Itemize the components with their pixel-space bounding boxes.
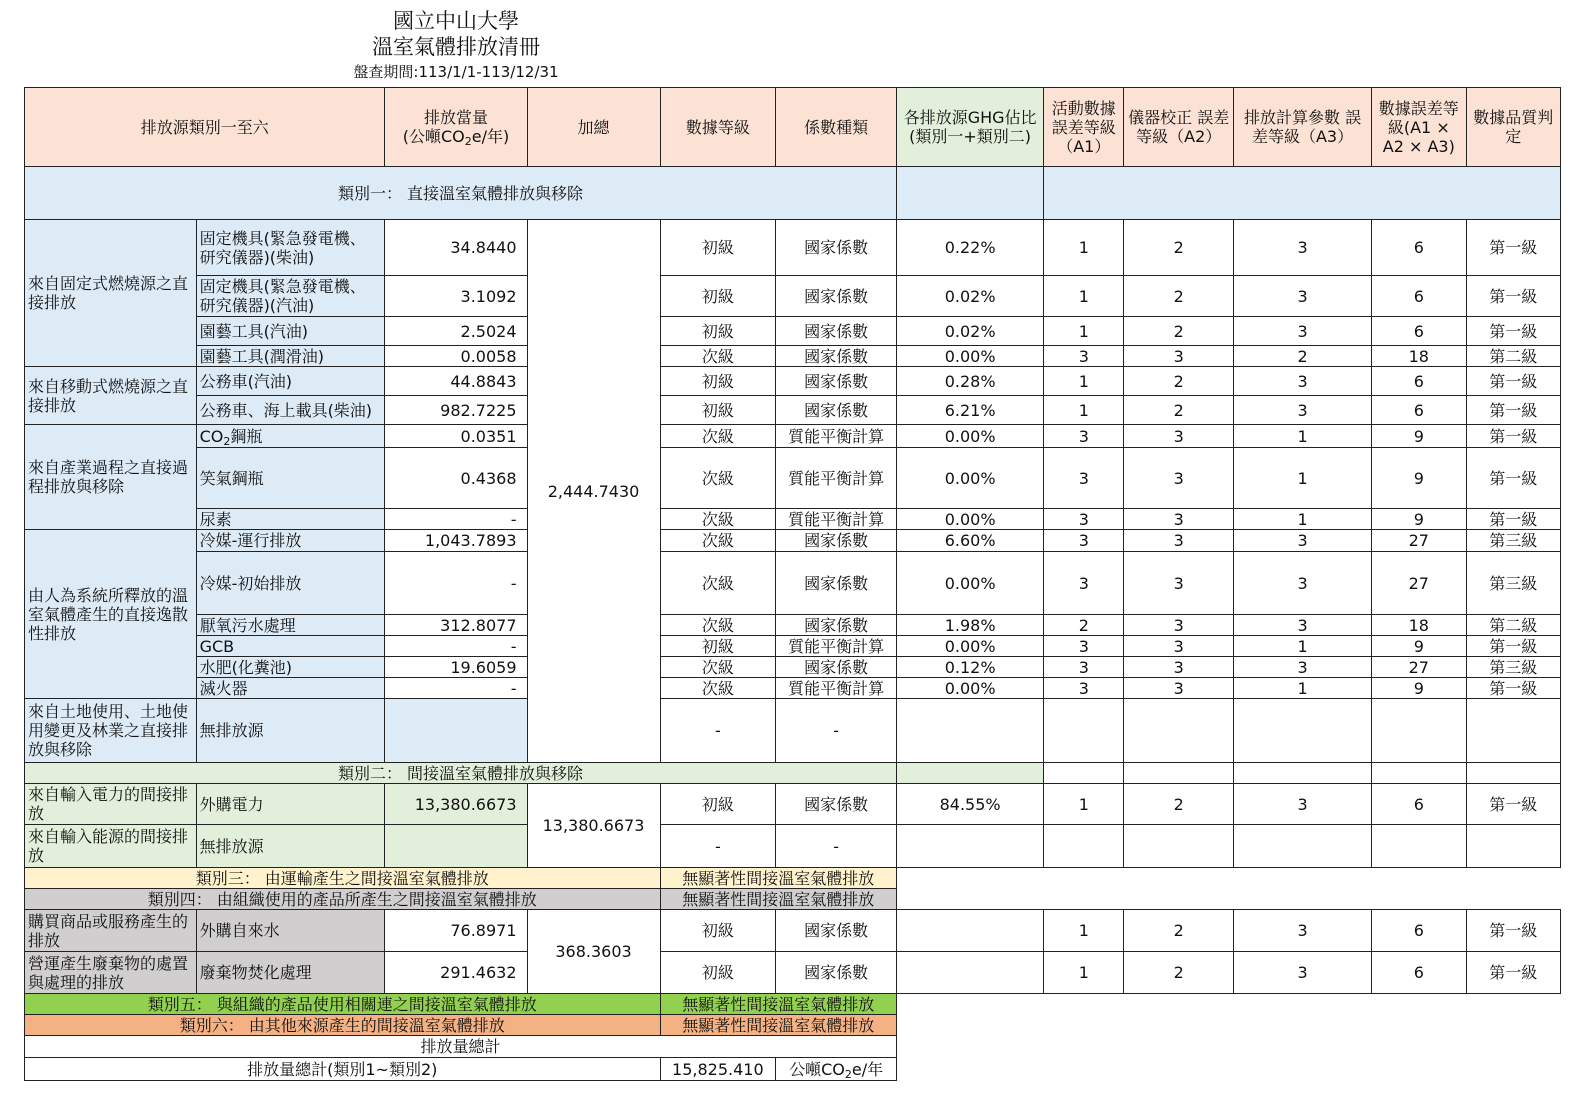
a2-cell: 3: [1124, 530, 1234, 552]
source-cell: 冷媒-運行排放: [196, 530, 385, 552]
total-blank: [897, 1036, 1561, 1058]
share-cell: 0.02%: [897, 317, 1044, 346]
quality-cell: [1466, 699, 1561, 763]
a2-cell: 2: [1124, 910, 1234, 952]
source-cell: GCB: [196, 636, 385, 657]
err-cell: 6: [1372, 220, 1466, 276]
coef-cell: 國家係數: [776, 552, 897, 615]
a3-cell: 1: [1234, 678, 1372, 699]
grade-cell: 初級: [660, 952, 776, 994]
emission-cell: 982.7225: [385, 396, 527, 425]
a3-cell: 3: [1234, 220, 1372, 276]
a1-cell: 1: [1044, 910, 1124, 952]
source-cell: 固定機具(緊急發電機、研究儀器)(汽油): [196, 276, 385, 317]
share-cell: 6.60%: [897, 530, 1044, 552]
group-label: 營運產生廢棄物的處置與處理的排放: [25, 952, 197, 994]
source-cell: 園藝工具(汽油): [196, 317, 385, 346]
emission-cell: 3.1092: [385, 276, 527, 317]
a1-cell: 3: [1044, 657, 1124, 678]
grade-cell: 初級: [660, 636, 776, 657]
hdr-data-grade: 數據等級: [660, 88, 776, 167]
a2-cell: 2: [1124, 367, 1234, 396]
school-name: 國立中山大學: [393, 9, 519, 33]
err-cell: [1372, 825, 1466, 868]
coef-cell: 質能平衡計算: [776, 636, 897, 657]
err-cell: 6: [1372, 784, 1466, 825]
a3-cell: 1: [1234, 448, 1372, 509]
group-label: 由人為系統所釋放的溫室氣體產生的直接逸散性排放: [25, 530, 197, 699]
table-row: [25, 699, 1561, 763]
source-cell: 外購自來水: [196, 910, 385, 952]
source-cell: 尿素: [196, 509, 385, 530]
grade-cell: 初級: [660, 784, 776, 825]
share-cell: 0.00%: [897, 678, 1044, 699]
total-unit-a: 公噸CO: [789, 1059, 845, 1079]
cat4-sum: 368.3603: [527, 910, 660, 994]
group-label: 來自輸入電力的間接排放: [25, 784, 197, 825]
cat3-band: [25, 868, 1561, 889]
a3-cell: 3: [1234, 952, 1372, 994]
grade-cell: 次級: [660, 615, 776, 636]
coef-cell: 國家係數: [776, 220, 897, 276]
cat2-band-cell: [1466, 763, 1561, 784]
coef-cell: 質能平衡計算: [776, 448, 897, 509]
quality-cell: 第三級: [1466, 552, 1561, 615]
share-cell: [897, 699, 1044, 763]
a1-cell: 1: [1044, 396, 1124, 425]
hdr-emission: [385, 88, 527, 167]
cat4-title: 類別四： 由組織使用的產品所產生之間接溫室氣體排放: [25, 889, 661, 910]
coef-cell: -: [776, 825, 897, 868]
a3-cell: 3: [1234, 615, 1372, 636]
total-value: 15,825.410: [660, 1058, 776, 1081]
quality-cell: 第二級: [1466, 615, 1561, 636]
total-unit: [776, 1058, 897, 1081]
emission-cell: -: [385, 552, 527, 615]
a1-cell: [1044, 699, 1124, 763]
share-cell: 0.00%: [897, 636, 1044, 657]
cat5-band: [25, 994, 1561, 1015]
grade-cell: 次級: [660, 509, 776, 530]
grade-cell: -: [660, 699, 776, 763]
cat5-blank: [897, 994, 1561, 1015]
hdr-sum: 加總: [527, 88, 660, 167]
source-cell: 滅火器: [196, 678, 385, 699]
group-label: 來自固定式燃燒源之直接排放: [25, 220, 197, 367]
total-unit-sub: 2: [844, 1067, 852, 1081]
a3-cell: 3: [1234, 530, 1372, 552]
share-cell: 0.02%: [897, 276, 1044, 317]
table-row: [25, 346, 1561, 367]
share-cell: 0.00%: [897, 552, 1044, 615]
table-row: [25, 615, 1561, 636]
a1-cell: 3: [1044, 425, 1124, 448]
quality-cell: 第三級: [1466, 657, 1561, 678]
cat5-note: 無顯著性間接溫室氣體排放: [660, 994, 897, 1015]
emission-cell: -: [385, 509, 527, 530]
cat4-band: [25, 889, 1561, 910]
a2-cell: 3: [1124, 509, 1234, 530]
table-row: [25, 910, 1561, 952]
group-label: 購買商品或服務產生的排放: [25, 910, 197, 952]
a2-cell: 2: [1124, 276, 1234, 317]
a3-cell: 3: [1234, 910, 1372, 952]
a1-cell: 2: [1044, 615, 1124, 636]
emission-cell: 0.4368: [385, 448, 527, 509]
err-cell: 18: [1372, 615, 1466, 636]
a3-cell: 3: [1234, 276, 1372, 317]
coef-cell: 國家係數: [776, 952, 897, 994]
emission-cell: 13,380.6673: [385, 784, 527, 825]
document-title: 溫室氣體排放清冊: [372, 35, 540, 59]
grade-cell: 初級: [660, 276, 776, 317]
emission-cell: 0.0058: [385, 346, 527, 367]
err-cell: 6: [1372, 952, 1466, 994]
table-row: [25, 784, 1561, 825]
coef-cell: 國家係數: [776, 910, 897, 952]
total-header-row: [25, 1036, 1561, 1058]
cat2-band-cell: [897, 763, 1044, 784]
err-cell: 27: [1372, 530, 1466, 552]
a2-cell: 3: [1124, 425, 1234, 448]
a1-cell: 3: [1044, 552, 1124, 615]
a1-cell: 3: [1044, 530, 1124, 552]
hdr-a2: 儀器校正 誤差等級（A2）: [1124, 88, 1234, 167]
table-row: [25, 636, 1561, 657]
group-label: 來自土地使用、土地使用變更及林業之直接排放與移除: [25, 699, 197, 763]
title-block: [0, 0, 912, 83]
quality-cell: 第二級: [1466, 346, 1561, 367]
cat1-band-cell: [897, 167, 1044, 220]
cat6-title: 類別六： 由其他來源產生的間接溫室氣體排放: [25, 1015, 661, 1036]
emission-cell: 2.5024: [385, 317, 527, 346]
coef-cell: 質能平衡計算: [776, 425, 897, 448]
quality-cell: 第一級: [1466, 276, 1561, 317]
cat2-band: [25, 763, 1561, 784]
coef-cell: 質能平衡計算: [776, 678, 897, 699]
cat3-blank: [897, 868, 1561, 889]
a1-cell: 3: [1044, 448, 1124, 509]
share-cell: 0.00%: [897, 448, 1044, 509]
table-row: [25, 367, 1561, 396]
cat2-sum: 13,380.6673: [527, 784, 660, 868]
quality-cell: 第一級: [1466, 952, 1561, 994]
a2-cell: 2: [1124, 220, 1234, 276]
table-row: [25, 425, 1561, 448]
coef-cell: 國家係數: [776, 784, 897, 825]
co2-subscript: 2: [223, 434, 231, 448]
grade-cell: 初級: [660, 220, 776, 276]
a2-cell: 2: [1124, 952, 1234, 994]
cat1-title: 類別一： 直接溫室氣體排放與移除: [25, 167, 897, 220]
a1-cell: 1: [1044, 952, 1124, 994]
quality-cell: 第一級: [1466, 910, 1561, 952]
a3-cell: 1: [1234, 636, 1372, 657]
a1-cell: 3: [1044, 636, 1124, 657]
emission-inventory-table: [24, 87, 1561, 1081]
group-label: 來自輸入能源的間接排放: [25, 825, 197, 868]
coef-cell: 國家係數: [776, 615, 897, 636]
cat5-title: 類別五： 與組織的產品使用相關連之間接溫室氣體排放: [25, 994, 661, 1015]
a2-cell: 3: [1124, 448, 1234, 509]
source-cell: 公務車(汽油): [196, 367, 385, 396]
coef-cell: 國家係數: [776, 346, 897, 367]
grade-cell: 次級: [660, 530, 776, 552]
grade-cell: 初級: [660, 367, 776, 396]
share-cell: 84.55%: [897, 784, 1044, 825]
cat1-sum: 2,444.7430: [527, 220, 660, 763]
grade-cell: 次級: [660, 657, 776, 678]
table-row: [25, 825, 1561, 868]
source-cell: 公務車、海上載具(柴油): [196, 396, 385, 425]
err-cell: 9: [1372, 678, 1466, 699]
grade-cell: 次級: [660, 346, 776, 367]
table-row: [25, 396, 1561, 425]
table-row: [25, 952, 1561, 994]
grade-cell: 次級: [660, 552, 776, 615]
share-cell: 1.98%: [897, 615, 1044, 636]
quality-cell: 第一級: [1466, 448, 1561, 509]
hdr-emission-unit-a: (公噸CO: [402, 127, 465, 146]
a3-cell: 3: [1234, 396, 1372, 425]
a3-cell: 2: [1234, 346, 1372, 367]
emission-cell: 291.4632: [385, 952, 527, 994]
quality-cell: 第一級: [1466, 425, 1561, 448]
share-cell: [897, 910, 1044, 952]
err-cell: 18: [1372, 346, 1466, 367]
emission-cell: [385, 825, 527, 868]
coef-cell: 國家係數: [776, 317, 897, 346]
total-blank: [897, 1058, 1561, 1081]
err-cell: 6: [1372, 910, 1466, 952]
a2-cell: 2: [1124, 317, 1234, 346]
a3-cell: [1234, 699, 1372, 763]
a1-cell: 1: [1044, 276, 1124, 317]
source-cell: 厭氧污水處理: [196, 615, 385, 636]
co2-text: CO: [199, 426, 224, 446]
a1-cell: 1: [1044, 220, 1124, 276]
hdr-category: 排放源類別一至六: [25, 88, 385, 167]
emission-cell: 1,043.7893: [385, 530, 527, 552]
err-cell: 9: [1372, 425, 1466, 448]
cat2-band-cell: [1372, 763, 1466, 784]
emission-cell: -: [385, 678, 527, 699]
emission-cell: [385, 699, 527, 763]
quality-cell: 第一級: [1466, 509, 1561, 530]
table-row: [25, 220, 1561, 276]
a1-cell: 1: [1044, 367, 1124, 396]
emission-cell: 19.6059: [385, 657, 527, 678]
a2-cell: 2: [1124, 396, 1234, 425]
a3-cell: 3: [1234, 784, 1372, 825]
table-row: [25, 552, 1561, 615]
a3-cell: 1: [1234, 509, 1372, 530]
a3-cell: 3: [1234, 552, 1372, 615]
hdr-emission-unit-b: e/年): [471, 127, 510, 146]
table-row: [25, 678, 1561, 699]
hdr-emission-label: 排放當量: [423, 108, 488, 127]
table-row: [25, 317, 1561, 346]
quality-cell: 第一級: [1466, 396, 1561, 425]
coef-cell: 國家係數: [776, 530, 897, 552]
table-row: [25, 530, 1561, 552]
cat3-title: 類別三： 由運輸產生之間接溫室氣體排放: [25, 868, 661, 889]
a1-cell: 3: [1044, 678, 1124, 699]
a1-cell: 1: [1044, 784, 1124, 825]
table-row: [25, 509, 1561, 530]
cat2-band-cell: [1124, 763, 1234, 784]
hdr-ghg-share: 各排放源GHG佔比(類別一+類別二): [897, 88, 1044, 167]
share-cell: 0.00%: [897, 425, 1044, 448]
a3-cell: 3: [1234, 317, 1372, 346]
err-cell: 27: [1372, 657, 1466, 678]
quality-cell: 第一級: [1466, 220, 1561, 276]
cat6-note: 無顯著性間接溫室氣體排放: [660, 1015, 897, 1036]
grade-cell: 初級: [660, 317, 776, 346]
a1-cell: [1044, 825, 1124, 868]
coef-cell: 國家係數: [776, 657, 897, 678]
share-cell: 0.00%: [897, 509, 1044, 530]
coef-cell: 國家係數: [776, 396, 897, 425]
emission-cell: 34.8440: [385, 220, 527, 276]
cat2-title: 類別二： 間接溫室氣體排放與移除: [25, 763, 897, 784]
emission-cell: 76.8971: [385, 910, 527, 952]
err-cell: 6: [1372, 317, 1466, 346]
source-cell: [196, 425, 385, 448]
emission-cell: 0.0351: [385, 425, 527, 448]
grade-cell: 次級: [660, 425, 776, 448]
a2-cell: [1124, 699, 1234, 763]
a3-cell: 3: [1234, 657, 1372, 678]
coef-cell: 國家係數: [776, 276, 897, 317]
cat6-band: [25, 1015, 1561, 1036]
a3-cell: [1234, 825, 1372, 868]
cylinder-text: 鋼瓶: [230, 426, 263, 446]
share-cell: 0.12%: [897, 657, 1044, 678]
err-cell: 9: [1372, 636, 1466, 657]
err-cell: 6: [1372, 396, 1466, 425]
source-cell: 笑氣鋼瓶: [196, 448, 385, 509]
hdr-quality: 數據品質判定: [1466, 88, 1561, 167]
hdr-emission-unit-sub: 2: [464, 135, 472, 148]
share-cell: 0.00%: [897, 346, 1044, 367]
source-cell: 水肥(化糞池): [196, 657, 385, 678]
hdr-a1: 活動數據誤差等級（A1）: [1044, 88, 1124, 167]
cat6-blank: [897, 1015, 1561, 1036]
err-cell: 6: [1372, 367, 1466, 396]
share-cell: [897, 825, 1044, 868]
table-row: [25, 448, 1561, 509]
a1-cell: 3: [1044, 509, 1124, 530]
source-cell: 固定機具(緊急發電機、研究儀器)(柴油): [196, 220, 385, 276]
a2-cell: 3: [1124, 615, 1234, 636]
group-label: 來自移動式燃燒源之直接排放: [25, 367, 197, 425]
grade-cell: -: [660, 825, 776, 868]
table-row: [25, 657, 1561, 678]
coef-cell: 國家係數: [776, 367, 897, 396]
emission-cell: 44.8843: [385, 367, 527, 396]
grade-cell: 次級: [660, 448, 776, 509]
quality-cell: 第一級: [1466, 784, 1561, 825]
a1-cell: 1: [1044, 317, 1124, 346]
source-cell: 外購電力: [196, 784, 385, 825]
grade-cell: 初級: [660, 396, 776, 425]
a2-cell: 3: [1124, 657, 1234, 678]
a3-cell: 3: [1234, 367, 1372, 396]
cat1-band: [25, 167, 1561, 220]
err-cell: 6: [1372, 276, 1466, 317]
share-cell: 0.22%: [897, 220, 1044, 276]
a2-cell: 3: [1124, 552, 1234, 615]
share-cell: 0.28%: [897, 367, 1044, 396]
a3-cell: 1: [1234, 425, 1372, 448]
a1-cell: 3: [1044, 346, 1124, 367]
a2-cell: 3: [1124, 636, 1234, 657]
emission-cell: 312.8077: [385, 615, 527, 636]
cat4-note: 無顯著性間接溫室氣體排放: [660, 889, 897, 910]
cat1-band-cell: [1044, 167, 1561, 220]
total-label: 排放量總計(類別1~類別2): [25, 1058, 661, 1081]
err-cell: 9: [1372, 448, 1466, 509]
err-cell: 9: [1372, 509, 1466, 530]
share-cell: [897, 952, 1044, 994]
cat4-blank: [897, 889, 1561, 910]
a2-cell: [1124, 825, 1234, 868]
source-cell: 園藝工具(潤滑油): [196, 346, 385, 367]
quality-cell: 第一級: [1466, 367, 1561, 396]
source-cell: 廢棄物焚化處理: [196, 952, 385, 994]
coef-cell: -: [776, 699, 897, 763]
hdr-error-grade: 數據誤差等級(A1 × A2 × A3): [1372, 88, 1466, 167]
a2-cell: 2: [1124, 784, 1234, 825]
cat2-band-cell: [1234, 763, 1372, 784]
grade-cell: 初級: [660, 910, 776, 952]
quality-cell: 第一級: [1466, 678, 1561, 699]
hdr-coef-type: 係數種類: [776, 88, 897, 167]
a2-cell: 3: [1124, 678, 1234, 699]
total-unit-b: e/年: [851, 1059, 884, 1079]
a2-cell: 3: [1124, 346, 1234, 367]
share-cell: 6.21%: [897, 396, 1044, 425]
quality-cell: 第三級: [1466, 530, 1561, 552]
coef-cell: 質能平衡計算: [776, 509, 897, 530]
cat2-band-cell: [1044, 763, 1124, 784]
cat3-note: 無顯著性間接溫室氣體排放: [660, 868, 897, 889]
err-cell: [1372, 699, 1466, 763]
quality-cell: 第一級: [1466, 636, 1561, 657]
source-cell: 冷媒-初始排放: [196, 552, 385, 615]
hdr-a3: 排放計算參數 誤差等級（A3）: [1234, 88, 1372, 167]
total-header: 排放量總計: [25, 1036, 897, 1058]
group-label: 來自產業過程之直接過程排放與移除: [25, 425, 197, 530]
total-row: [25, 1058, 1561, 1081]
err-cell: 27: [1372, 552, 1466, 615]
quality-cell: [1466, 825, 1561, 868]
table-row: [25, 276, 1561, 317]
grade-cell: 次級: [660, 678, 776, 699]
audit-period: 盤查期間:113/1/1-113/12/31: [353, 63, 559, 81]
emission-cell: -: [385, 636, 527, 657]
source-cell: 無排放源: [196, 699, 385, 763]
quality-cell: 第一級: [1466, 317, 1561, 346]
header-row: [25, 88, 1561, 167]
source-cell: 無排放源: [196, 825, 385, 868]
